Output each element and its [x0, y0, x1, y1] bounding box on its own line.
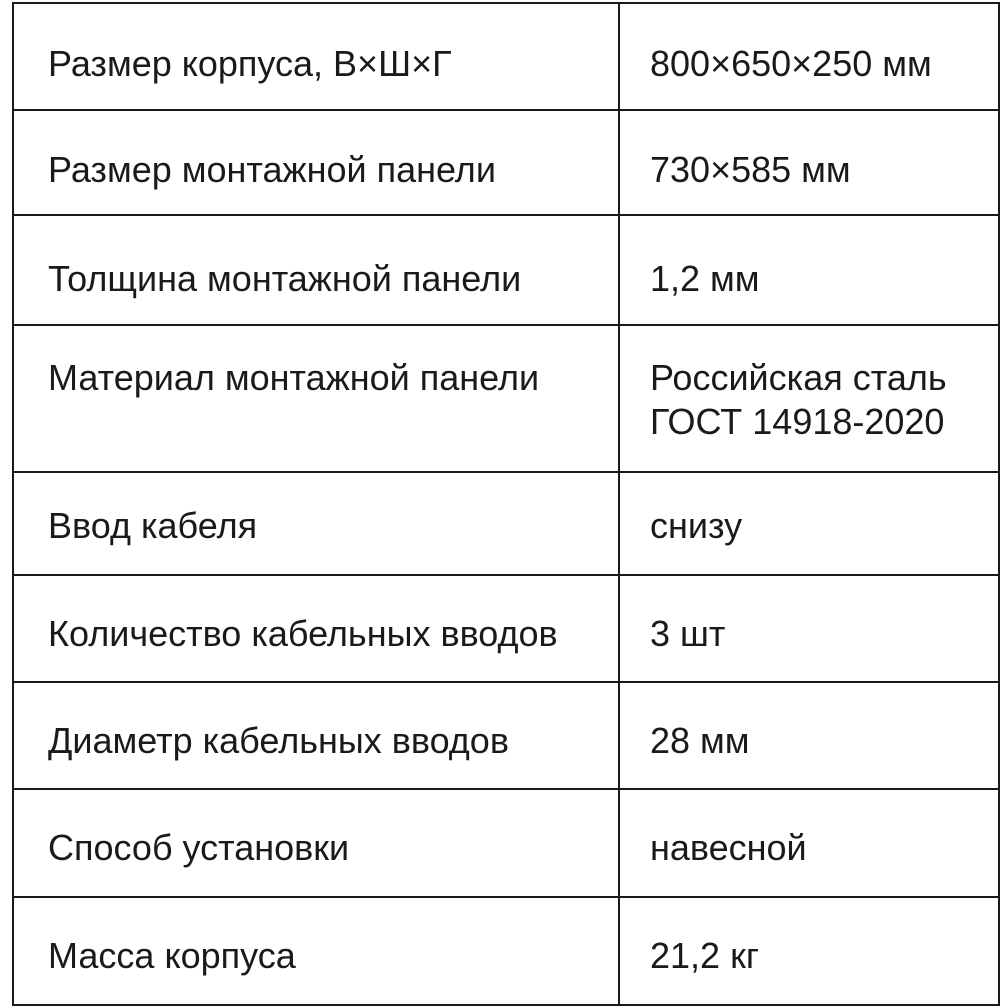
spec-value: 1,2 мм — [619, 215, 999, 325]
spec-label: Способ установки — [13, 789, 619, 897]
spec-label: Размер монтажной панели — [13, 110, 619, 215]
table-row — [13, 575, 999, 682]
spec-value: 800×650×250 мм — [619, 3, 999, 110]
table-row — [13, 789, 999, 897]
table-row — [13, 897, 999, 1005]
spec-label: Количество кабельных вводов — [13, 575, 619, 682]
spec-label: Ввод кабеля — [13, 472, 619, 575]
spec-label: Материал монтажной панели — [13, 325, 619, 472]
spec-value: 730×585 мм — [619, 110, 999, 215]
specifications-table — [12, 2, 1000, 1006]
table-row — [13, 215, 999, 325]
spec-value: Российская сталь ГОСТ 14918-2020 — [619, 325, 999, 472]
table-row — [13, 110, 999, 215]
table-row — [13, 472, 999, 575]
spec-value: навесной — [619, 789, 999, 897]
spec-value: снизу — [619, 472, 999, 575]
spec-value: 28 мм — [619, 682, 999, 789]
spec-label: Масса корпуса — [13, 897, 619, 1005]
table-row — [13, 325, 999, 472]
spec-value: 3 шт — [619, 575, 999, 682]
spec-label: Размер корпуса, В×Ш×Г — [13, 3, 619, 110]
spec-label: Диаметр кабельных вводов — [13, 682, 619, 789]
table-row — [13, 682, 999, 789]
spec-label: Толщина монтажной панели — [13, 215, 619, 325]
spec-value: 21,2 кг — [619, 897, 999, 1005]
table-row — [13, 3, 999, 110]
